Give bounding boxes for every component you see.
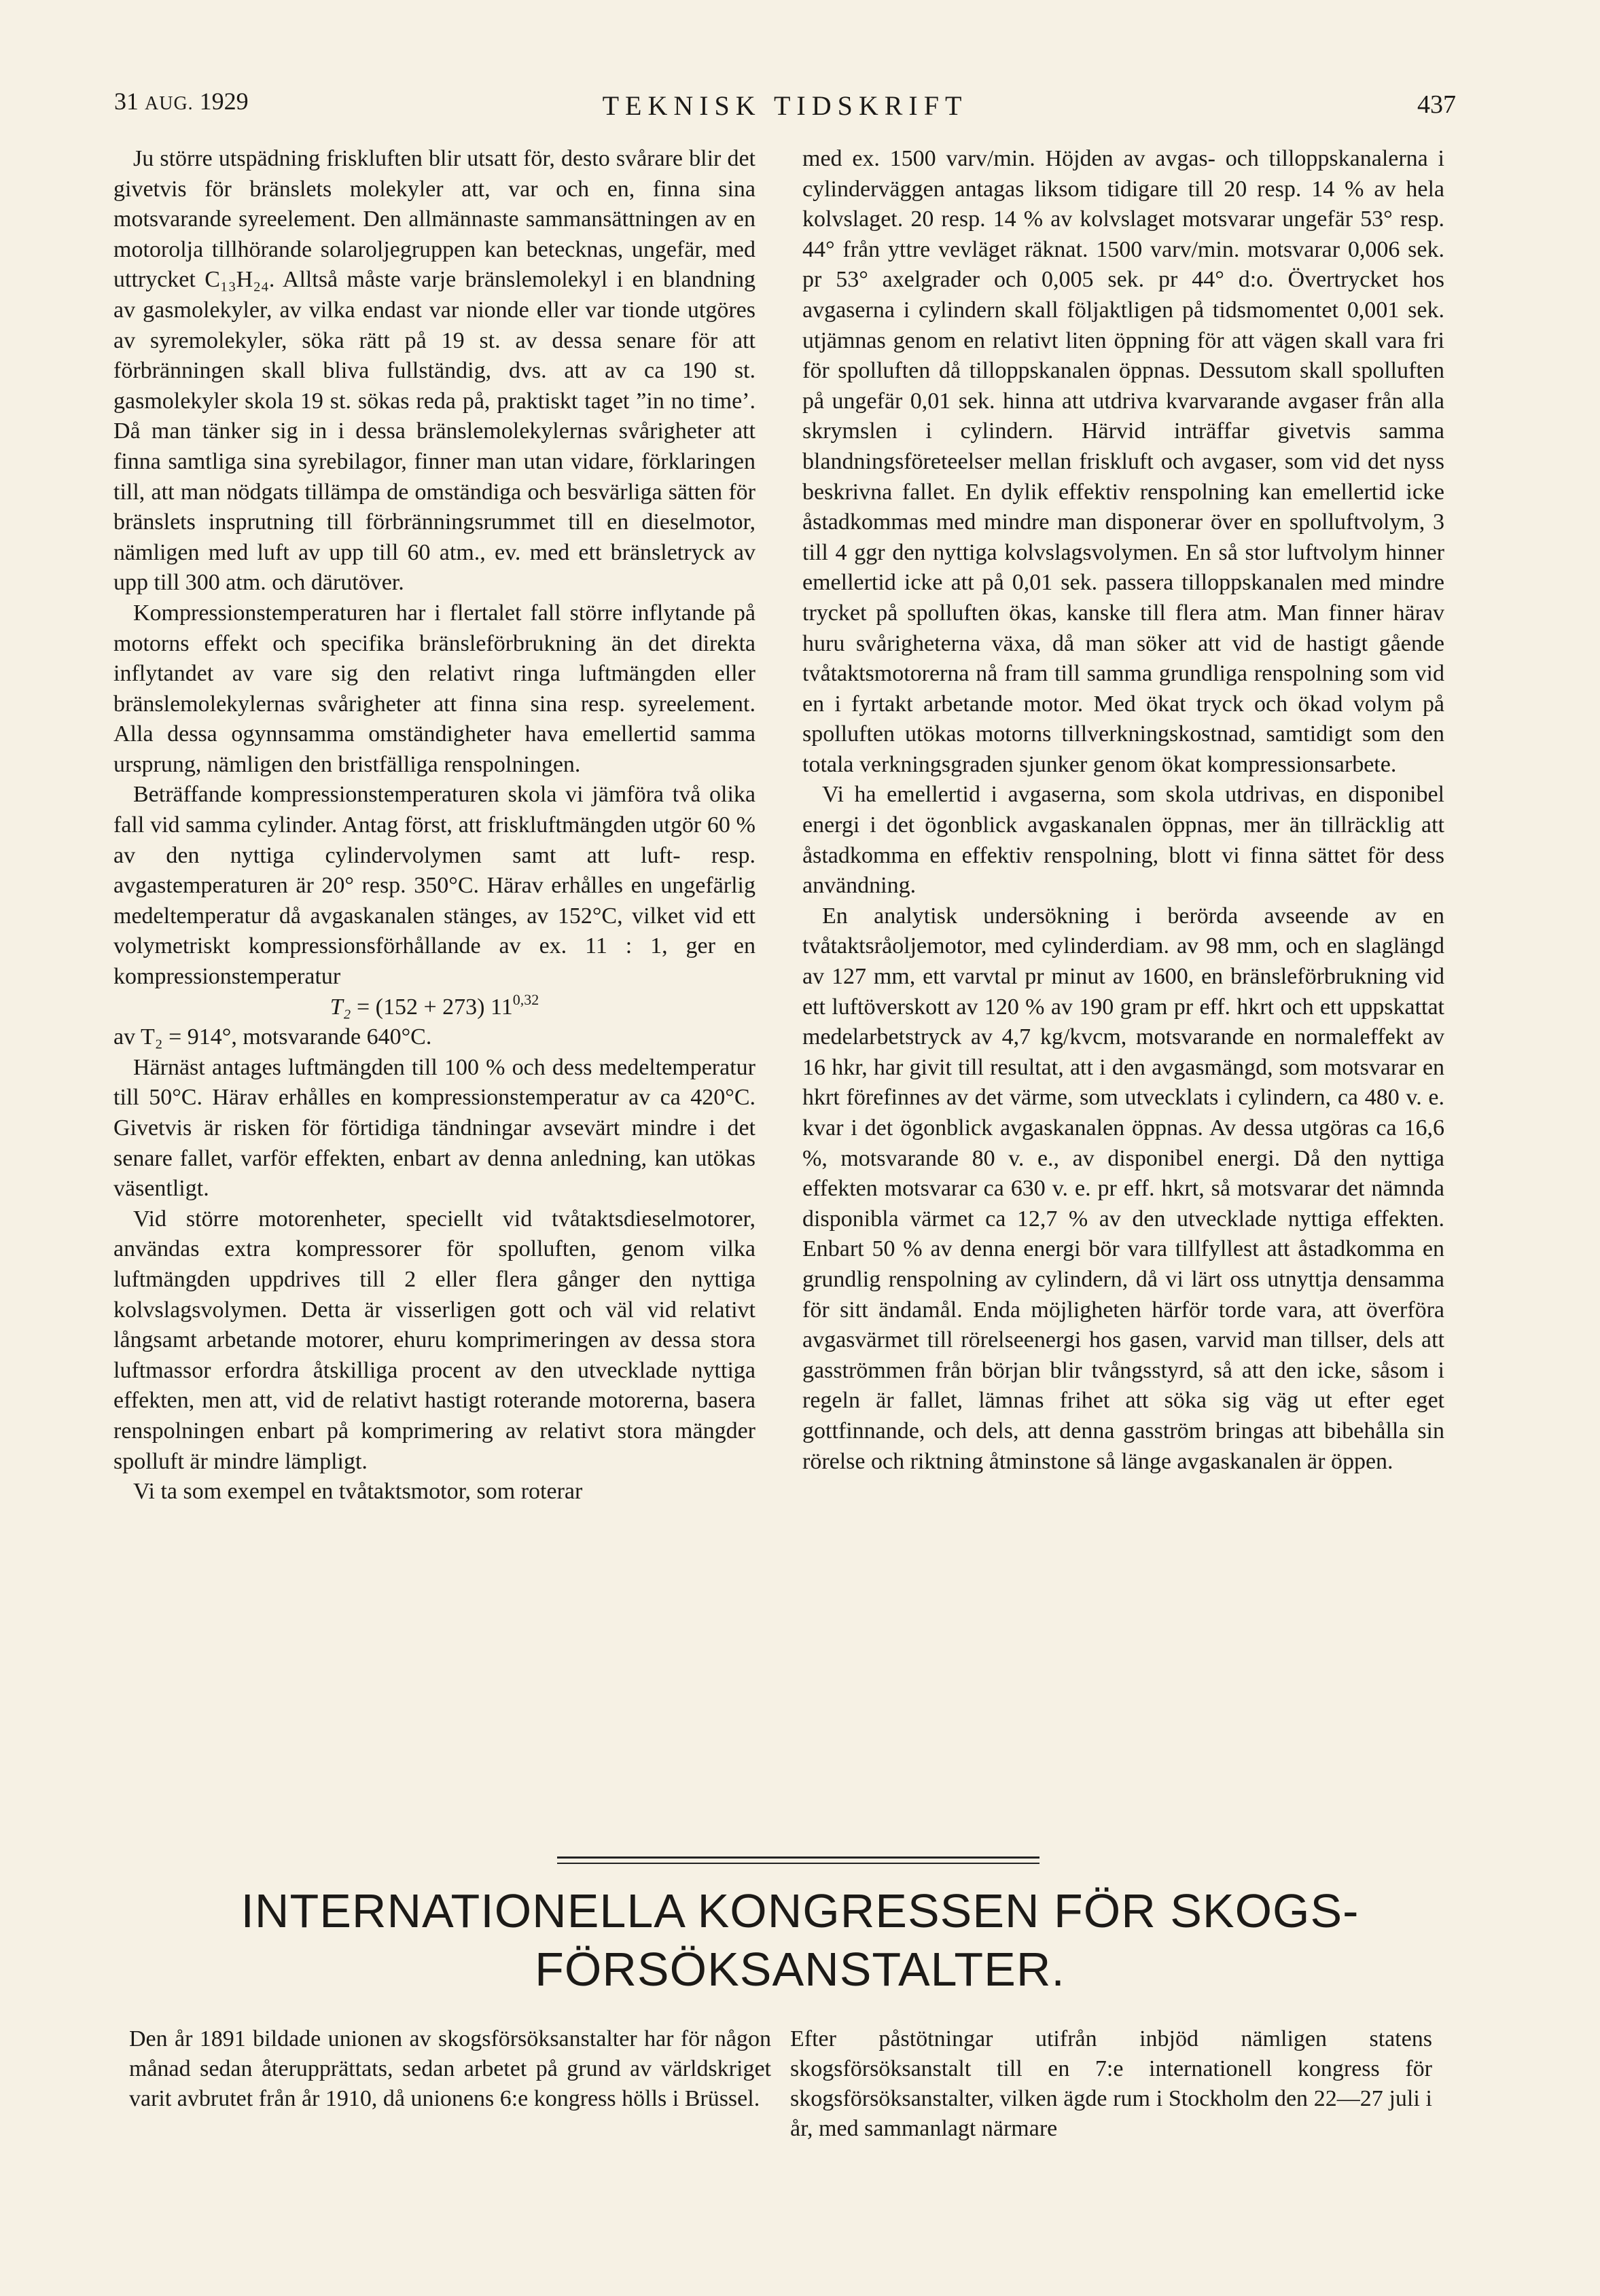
formula-exponent: 0,32 [512, 990, 539, 1008]
paragraph: Ju större utspädning friskluften blir utsatt för, desto svårare blir det givetvis för bränslets molekyler att, var och en, finna sina motsvarande syreelement. Den allmännaste sammansättningen av en motorolja tillhörande solaroljegruppen kan betecknas, ungefär, med uttrycket C₁₃H₂₄. Alltså måste varje bränslemolekyl i en blandning av gasmolekyler, av vilka endast var nionde eller var tionde utgöres av syremolekyler, söka rätt på 19 st. av dessa senare för att förbränningen skall bliva fullständig, dvs. att av ca 190 st. gasmolekyler skola 19 st. sökas reda på, praktiskt taget ”in no time’. Då man tänker sig in i dessa bränslemolekylernas svårigheter att finna samtliga sina syrebilagor, finner man utan vidare, förklaringen till, att man nödgats tillämpa de omständiga och besvärliga sätten för bränslets insprutning till förbränningsrummet till en dieselmotor, nämligen med luft av upp till 60 atm., ev. med ett bränsletryck av upp till 300 atm. och därutöver. [113, 146, 755, 596]
paragraph: Vi ta som exempel en tvåtaktsmotor, som roterar [133, 1479, 583, 1505]
paragraph: av T₂ = 914°, motsvarande 640°C. [113, 1024, 432, 1050]
formula [113, 992, 755, 1023]
article-heading-line: FÖRSÖKSANSTALTER. [535, 1943, 1065, 1996]
date-year: 1929 [199, 88, 249, 115]
left-column [113, 144, 755, 1507]
page-number: 437 [1417, 90, 1456, 119]
article-right-column [790, 2024, 1432, 2144]
section-divider [557, 1863, 1039, 1864]
journal-title: TEKNISK TIDSKRIFT [602, 90, 968, 121]
date-month: AUG. [145, 93, 194, 114]
paragraph: Härnäst antages luftmängden till 100 % och dess medeltemperatur till 50°C. Härav erhålles en kompressionstemperatur av ca 420°C. Givetvis är risken för förtidiga tändningar avsevärt mindre i det senare fallet, varför effekten, enbart av denna anledning, kan utökas väsentligt. [113, 1054, 755, 1202]
paragraph: Vid större motorenheter, speciellt vid tvåtaktsdieselmotorer, användas extra kompressorer för spolluften, genom vilka luftmängden uppdrives till 2 eller flera gånger den nyttiga kolvslagsvolymen. Detta är visserligen gott och väl vid relativt långsamt arbetande motorer, ehuru komprimeringen av dessa stora luftmassor erfordra åtskilliga procent av den utvecklade nyttiga effekten, men att, vid de relativt hastigt roterande motorerna, basera renspolningen enbart på komprimering av relativt stora mängder spolluft är mindre lämpligt. [113, 1206, 755, 1474]
date-day: 31 [114, 88, 139, 115]
section-divider [557, 1856, 1039, 1859]
running-header [114, 83, 1456, 130]
article-heading [82, 1882, 1518, 1998]
paragraph: Beträffande kompressionstemperaturen skola vi jämföra två olika fall vid samma cylinder. Antag först, att friskluftmängden utgör 60 % av den nyttiga cylindervolymen samt att luft- resp. avgastemperaturen är 20° resp. 350°C. Härav erhålles en ungefärlig medeltemperatur då avgaskanalen stänges, av 152°C, vilket vid ett volymetriskt kompressionsförhållande av ex. 11 : 1, ger en kompressionstemperatur [113, 782, 755, 990]
article-left-column [129, 2024, 771, 2114]
paragraph: Kompressionstemperaturen har i flertalet fall större inflytande på motorns effekt och specifika bränsleförbrukning än det direkta inflytandet av vare sig den relativt ringa luftmängden eller bränslemolekylernas svårigheter att finna sina resp. syreelement. Alla dessa ogynnsamma omständigheter hava emellertid samma ursprung, nämligen den bristfälliga renspolningen. [113, 600, 755, 777]
article-heading-line: INTERNATIONELLA KONGRESSEN FÖR SKOGS- [241, 1884, 1359, 1937]
paragraph: En analytisk undersökning i berörda avseende av en tvåtaktsråoljemotor, med cylinderdiam. av 98 mm, och en slaglängd av 127 mm, ett varvtal pr minut av 1600, en bränsleförbrukning vid ett luftöverskott av 120 % av 190 gram pr eff. hkrt och ett uppskattat medelarbetstryck av 4,7 kg/kvcm, motsvarande en normaleffekt av 16 hkr, har givit till resultat, att i den avgasmängd, som motsvarar en hkrt förefinnes av det värme, som utvecklats i cylindern, ca 480 v. e. kvar i det ögonblick avgaskanalen öppnas. Av dessa utgöras ca 16,6 %, motsvarande 80 v. e., av disponibel energi. Då den nyttiga effekten motsvarar ca 630 v. e. pr eff. hkrt, så motsvarar det nämnda disponibla värmet ca 12,7 % av den utvecklade nyttiga effekten. Enbart 50 % av denna energi bör vara tillfyllest att åstadkomma en grundlig renspolning av cylindern, då vi lärt oss utnyttja densamma för sitt ändamål. Enda möjligheten härför torde vara, att överföra avgasvärmet till rörelseenergi hos gasen, varvid man tillser, dels att gasströmmen från början blir tvångsstyrd, så att den icke, såsom i regeln är fallet, lämnas frihet att söka sig väg ut efter eget gottfinnande, och dels, att denna gasström bringas att bibehålla sin rörelse och riktning åtminstone så länge avgaskanalen är öppen. [802, 903, 1444, 1474]
formula-lhs: T₂ [330, 994, 351, 1020]
paragraph: Efter påstötningar utifrån inbjöd nämligen statens skogsförsöksanstalt till en 7:e internationell kongress för skogsförsöksanstalter, vilken ägde rum i Stockholm den 22—27 juli i år, med sammanlagt närmare [790, 2026, 1432, 2141]
formula-rhs: = (152 + 273) 11 [357, 994, 513, 1020]
paragraph: med ex. 1500 varv/min. Höjden av avgas- och tilloppskanalerna i cylinderväggen antagas liksom tidigare till 20 resp. 14 % av hela kolvslaget. 20 resp. 14 % av kolvslaget motsvarar ungefär 53° resp. 44° från yttre vevläget räknat. 1500 varv/min. motsvarar 0,006 sek. pr 53° axelgrader och 0,005 sek. pr 44° d:o. Övertrycket hos avgaserna i cylindern skall följaktligen på tidsmomentet 0,001 sek. utjämnas genom en relativt liten öppning för att vägen skall vara fri för spolluften då tilloppskanalen öppnas. Dessutom skall spolluften på ungefär 0,01 sek. hinna att utdriva kvarvarande avgaser från alla skrymslen i cylindern. Härvid inträffar givetvis samma blandningsföreteelser mellan friskluft och avgaser, som vid det nyss beskrivna fallet. En dylik effektiv renspolning kan emellertid icke åstadkommas med mindre man disponerar över en spolluftvolym, 3 till 4 ggr den nyttiga kolvslagsvolymen. En så stor luftvolym hinner emellertid icke att på 0,01 sek. passera tilloppskanalen med mindre trycket på spolluften ökas, kanske till flera atm. Man finner härav huru svårigheterna växa, då man söker att vid de hastigt gående tvåtaktsmotorerna nå fram till samma grundliga renspolning som vid en i fyrtakt arbetande motor. Med ökat tryck och ökad volym på spolluften utökas motorns tillverkningskostnad, samtidigt som den totala verkningsgraden sjunker genom ökat kompressionsarbete. [802, 146, 1444, 777]
paragraph: Vi ha emellertid i avgaserna, som skola utdrivas, en disponibel energi i det ögonblick avgaskanalen öppnas, mer än tillräcklig att åstadkomma en effektiv renspolning, blott vi finna sättet för dess användning. [802, 782, 1444, 899]
paragraph: Den år 1891 bildade unionen av skogsförsöksanstalter har för någon månad sedan återupprättats, sedan arbetet på grund av världskriget varit avbrutet från år 1910, då unionens 6:e kongress hölls i Brüssel. [129, 2026, 771, 2111]
right-column [802, 144, 1444, 1477]
